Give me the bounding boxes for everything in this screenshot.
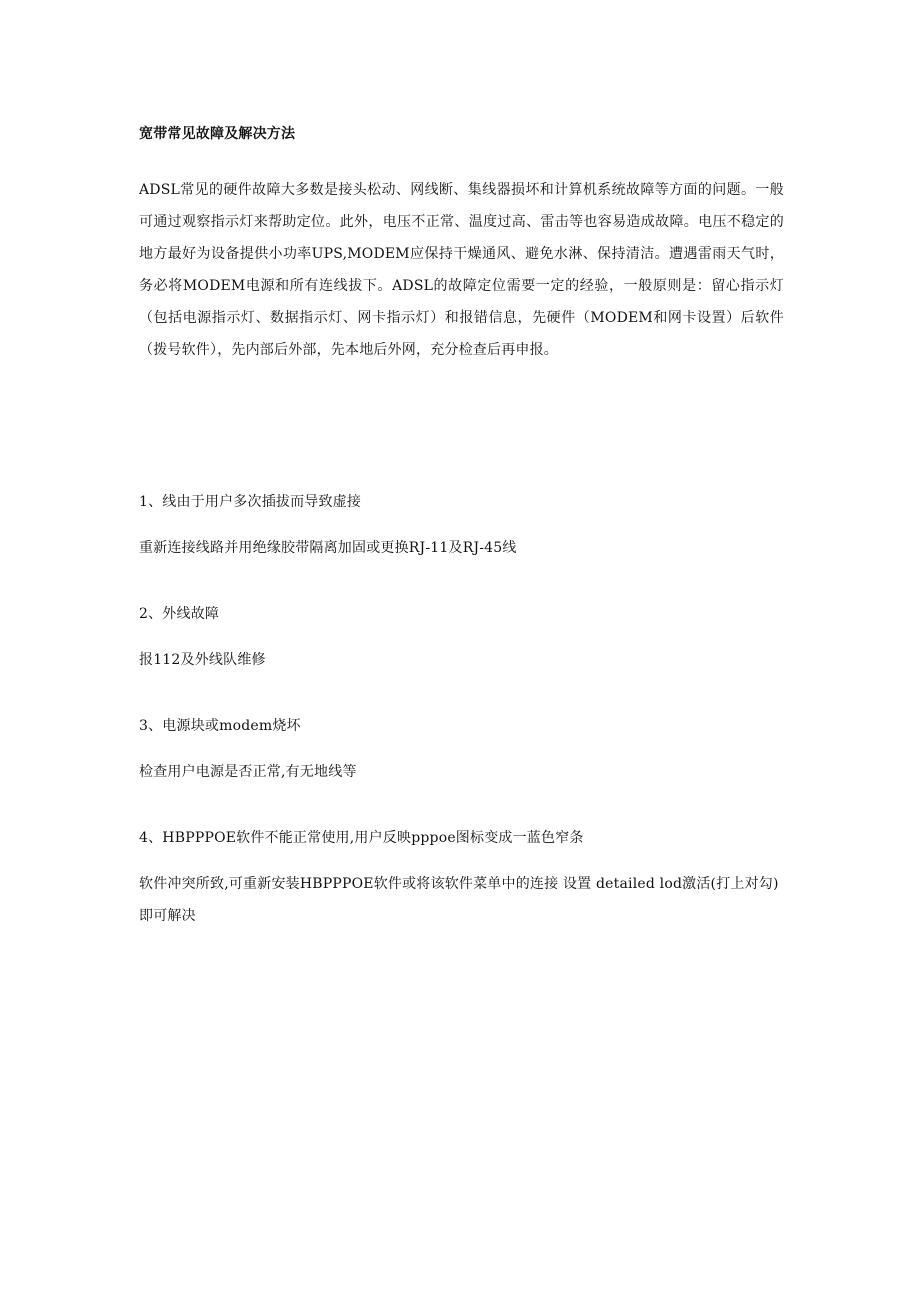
fault-item-1	[139, 486, 784, 564]
intro-paragraph: ADSL常见的硬件故障大多数是接头松动、网线断、集线器损坏和计算机系统故障等方面的问题。一般可通过观察指示灯来帮助定位。此外，电压不正常、温度过高、雷击等也容易造成故障。电压不稳定的地方最好为设备提供小功率UPS,MODEM应保持干燥通风、避免水淋、保持清洁。遭遇雷雨天气时，务必将MODEM电源和所有连线拔下。ADSL的故障定位需要一定的经验，一般原则是：留心指示灯（包括电源指示灯、数据指示灯、网卡指示灯）和报错信息，先硬件（MODEM和网卡设置）后软件（拨号软件），先内部后外部，先本地后外网，充分检查后再申报。	[139, 182, 784, 358]
fault-item-title: 2、外线故障	[139, 606, 220, 622]
fault-item-body: 检查用户电源是否正常,有无地线等	[139, 764, 357, 780]
fault-item-title: 1、线由于用户多次插拔而导致虚接	[139, 494, 362, 510]
fault-item-title: 3、电源块或modem烧坏	[139, 718, 301, 734]
fault-item-body: 重新连接线路并用绝缘胶带隔离加固或更换RJ-11及RJ-45线	[139, 540, 517, 556]
fault-item-3	[139, 710, 784, 788]
document-title: 宽带常见故障及解决方法	[139, 126, 296, 142]
fault-item-body: 软件冲突所致,可重新安装HBPPPOE软件或将该软件菜单中的连接 设置 detailed lod激活(打上对勾)即可解决	[139, 876, 779, 924]
document-content	[139, 118, 784, 932]
fault-item-4	[139, 822, 784, 932]
section-spacer	[139, 366, 784, 486]
fault-item-title: 4、HBPPPOE软件不能正常使用,用户反映pppoe图标变成一蓝色窄条	[139, 830, 584, 846]
fault-item-body: 报112及外线队维修	[139, 652, 266, 668]
fault-item-2	[139, 598, 784, 676]
